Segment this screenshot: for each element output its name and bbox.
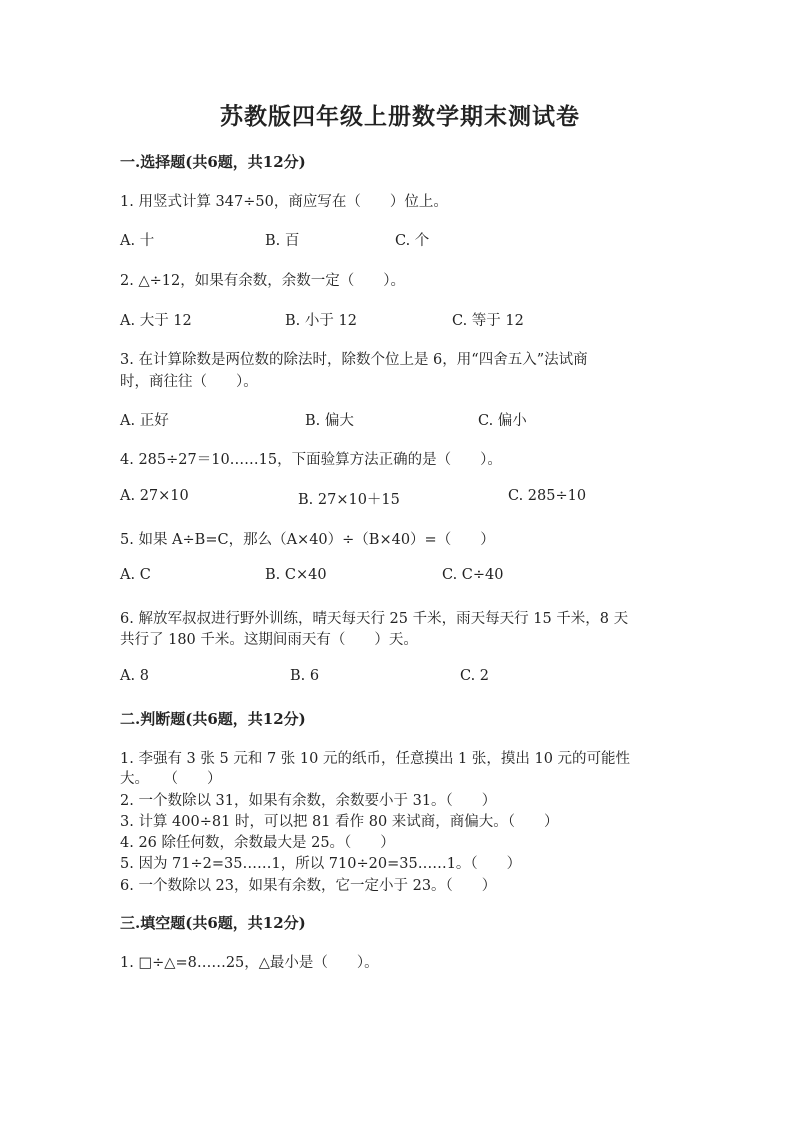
question-text-continued: 时，商往往（ ）。 bbox=[120, 374, 258, 390]
option-c: C. 偏小 bbox=[478, 413, 527, 429]
option-b: B. C×40 bbox=[265, 567, 327, 583]
section-heading-choice: 一.选择题(共6题，共12分) bbox=[120, 153, 306, 171]
option-b: B. 百 bbox=[265, 233, 300, 249]
option-c: C. C÷40 bbox=[442, 567, 504, 583]
question-text: 6. 解放军叔叔进行野外训练，晴天每天行 25 千米，雨天每天行 15 千米，8 天 bbox=[120, 611, 629, 627]
statement-text: 3. 计算 400÷81 时，可以把 81 看作 80 来试商，商偏大。（ ） bbox=[120, 814, 559, 830]
question-text-continued: 共行了 180 千米。这期间雨天有（ ）天。 bbox=[120, 632, 418, 648]
option-b: B. 偏大 bbox=[305, 413, 354, 429]
section-heading-fill-blank: 三.填空题(共6题，共12分) bbox=[120, 914, 306, 932]
question-text: 2. △÷12，如果有余数，余数一定（ ）。 bbox=[120, 273, 405, 289]
option-a: A. 正好 bbox=[120, 413, 169, 429]
statement-text: 6. 一个数除以 23，如果有余数，它一定小于 23。（ ） bbox=[120, 878, 497, 894]
statement-text: 5. 因为 71÷2=35……1，所以 710÷20=35……1。（ ） bbox=[120, 856, 522, 872]
option-b: B. 小于 12 bbox=[285, 313, 357, 329]
question-text: 4. 285÷27＝10……15，下面验算方法正确的是（ ）。 bbox=[120, 452, 502, 468]
question-text: 5. 如果 A÷B=C，那么（A×40）÷（B×40）=（ ） bbox=[120, 532, 495, 548]
statement-text: 1. 李强有 3 张 5 元和 7 张 10 元的纸币，任意摸出 1 张，摸出 10 元的可能性 bbox=[120, 751, 631, 767]
option-a: A. 27×10 bbox=[120, 488, 189, 504]
option-b: B. 6 bbox=[290, 668, 320, 684]
question-text: 1. 用竖式计算 347÷50，商应写在（ ）位上。 bbox=[120, 194, 448, 210]
option-a: A. C bbox=[120, 567, 151, 583]
page-title: 苏教版四年级上册数学期末测试卷 bbox=[220, 103, 580, 130]
question-text: 3. 在计算除数是两位数的除法时，除数个位上是 6，用“四舍五入”法试商 bbox=[120, 352, 588, 368]
option-a: A. 8 bbox=[120, 668, 149, 684]
option-c: C. 个 bbox=[395, 233, 430, 249]
section-heading-judgement: 二.判断题(共6题，共12分) bbox=[120, 710, 306, 728]
option-a: A. 大于 12 bbox=[120, 313, 192, 329]
statement-text-continued: 大。 （ ） bbox=[120, 771, 222, 787]
statement-text: 2. 一个数除以 31，如果有余数，余数要小于 31。（ ） bbox=[120, 793, 497, 809]
option-c: C. 285÷10 bbox=[508, 488, 587, 504]
question-text: 1. □÷△=8……25，△最小是（ ）。 bbox=[120, 955, 379, 971]
statement-text: 4. 26 除任何数，余数最大是 25。（ ） bbox=[120, 835, 395, 851]
option-b: B. 27×10＋15 bbox=[298, 492, 400, 508]
option-a: A. 十 bbox=[120, 233, 155, 249]
option-c: C. 等于 12 bbox=[452, 313, 524, 329]
option-c: C. 2 bbox=[460, 668, 490, 684]
